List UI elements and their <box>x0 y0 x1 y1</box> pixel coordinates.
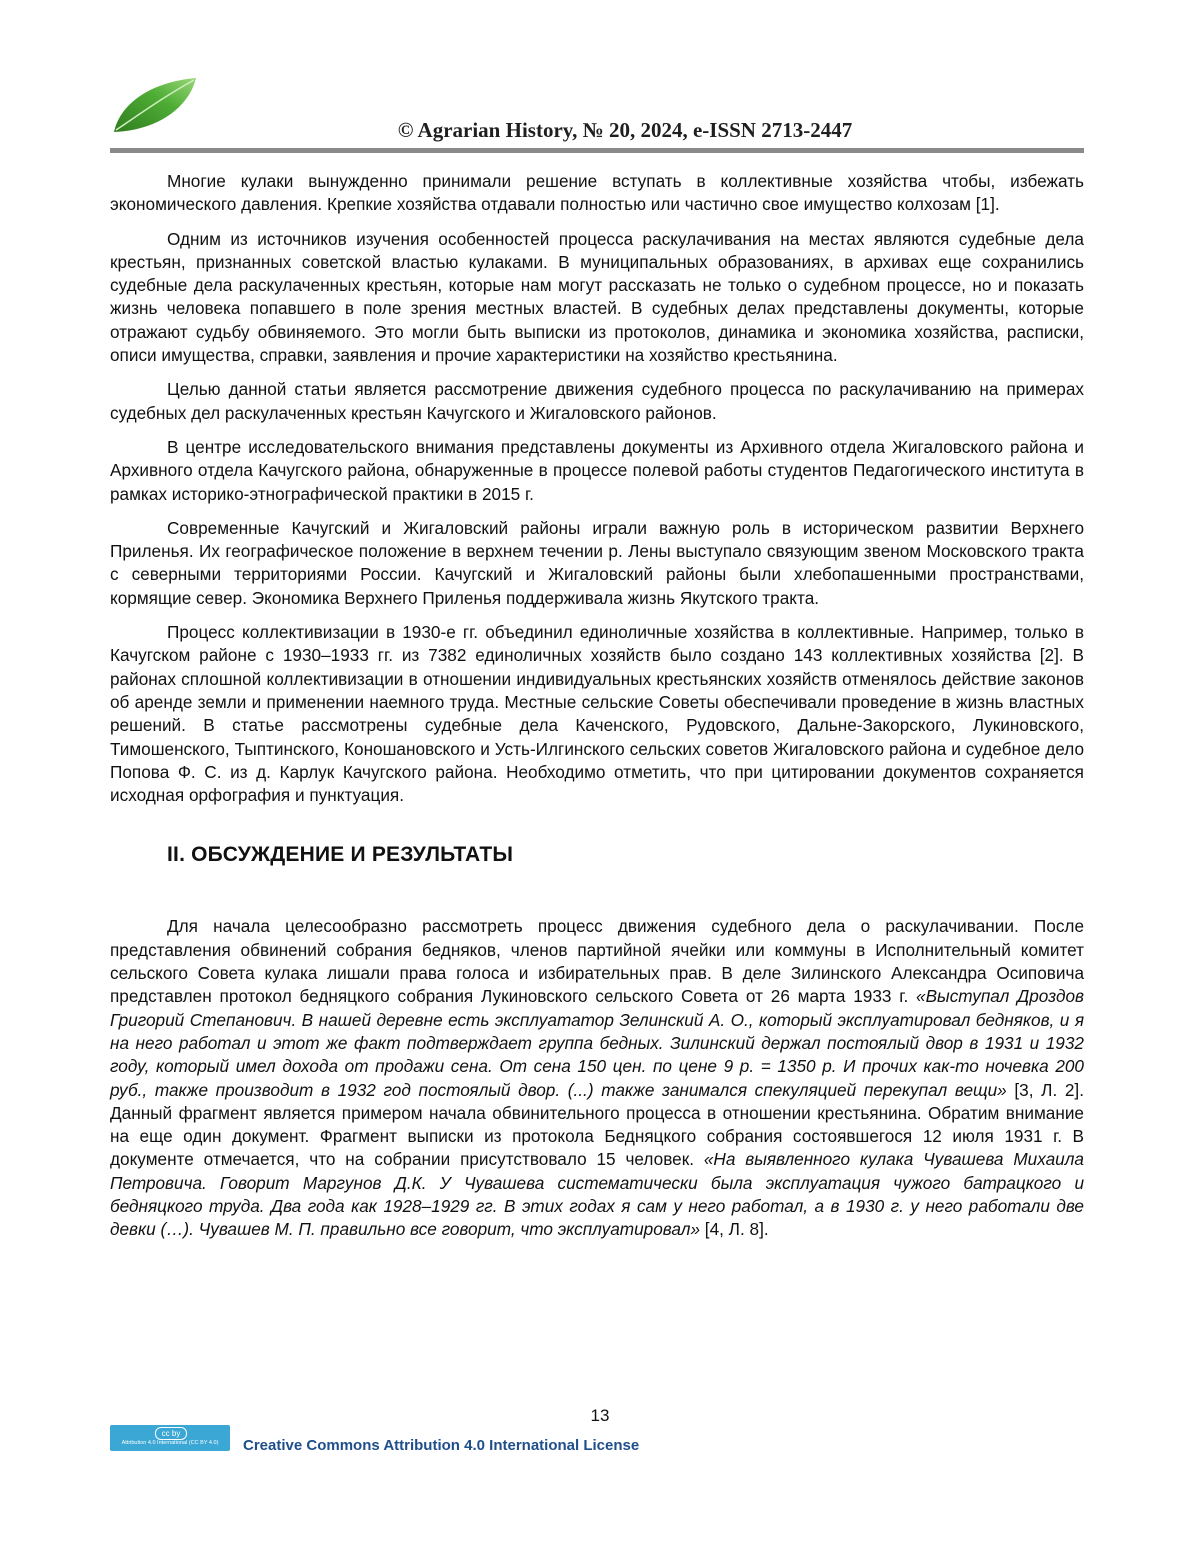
paragraph-1: Многие кулаки вынужденно принимали решение вступать в коллективные хозяйства чтобы, избежать экономического давления. Крепкие хозяйства отдавали полностью или частично свое имущество колхозам [1]. <box>110 171 1084 215</box>
leaf-logo-icon <box>110 74 198 136</box>
paragraph-7-text-3: [4, Л. 8]. <box>700 1219 769 1240</box>
paragraph-7-text-2: [3, Л. 2]. Данный фрагмент является примером начала обвинительного процесса в отношении крестьянина. Обратим внимание на еще один документ. Фрагмент выписки из протокола Бедняцкого собрания состоявшегося 12 июля 1931 г. В документе отмечается, что на собрании присутствовало 15 человек. <box>110 1079 1084 1170</box>
paragraph-3: Целью данной статьи является рассмотрение движения судебного процесса по раскулачиванию на примерах судебных дел раскулаченных крестьян Качугского и Жигаловского районов. <box>110 379 1084 423</box>
paragraph-2: Одним из источников изучения особенностей процесса раскулачивания на местах являются судебные дела крестьян, признанных советской властью кулаками. В муниципальных образованиях, в архивах еще сохранились судебные дела раскулаченных крестьян, которые нам могут рассказать не только о судебном процессе, но и показать жизнь человека попавшего в поле зрения местных властей. В судебных делах представлены документы, которые отражают судьбу обвиняемого. Это могли быть выписки из протоколов, динамика и экономика хозяйства, расписки, описи имущества, справки, заявления и прочие характеристики на хозяйство крестьянина. <box>110 228 1084 366</box>
section-heading: II. ОБСУЖДЕНИЕ И РЕЗУЛЬТАТЫ <box>167 843 514 867</box>
journal-header: © Agrarian History, № 20, 2024, e-ISSN 2713-2447 <box>397 118 853 142</box>
quote-margunov: «На выявленного кулака Чувашева Михаила Петровича. Говорит Маргунов Д.К. У Чувашева систематически была эксплуатация чужого батрацкого и бедняцкого труда. Два года как 1928–1929 гг. В этих годах я сам у него работал, а в 1930 г. у него работали две девки (…). Чувашев М. П. правильно все говорит, что эксплуатировал» <box>110 1149 1084 1240</box>
page-number: 13 <box>590 1406 610 1425</box>
cc-logo-icon: cc by <box>155 1427 187 1440</box>
cc-badge-text: Attribution 4.0 International (CC BY 4.0) <box>121 1440 219 1446</box>
cc-license-badge[interactable] <box>110 1425 230 1451</box>
paragraph-5: Современные Качугский и Жигаловский районы играли важную роль в историческом развитии Верхнего Приленья. Их географическое положение в верхнем течении р. Лены выступало связующим звеном Московского тракта с северными территориями России. Качугский и Жигаловский районы были хлебопашенными пространствами, кормящие север. Экономика Верхнего Приленья поддерживала жизнь Якутского тракта. <box>110 517 1084 608</box>
quote-drozdov: «Выступал Дроздов Григорий Степанович. В нашей деревне есть эксплуататор Зелинский А. О., который эксплуатировал бедняков, и я на него работал и этот же факт подтверждает группа бедных. Зилинский держал постоялый двор в 1931 и 1932 году, который имел дохода от продажи сена. От сена 150 цен. по цене 9 р. = 1350 р. И прочих как-то ночевка 200 руб., также производит в 1932 год постоялый двор. (...) также занимался спекуляцией перекупал вещи» <box>110 986 1084 1100</box>
paragraph-7 <box>110 915 1084 1241</box>
paragraph-4: В центре исследовательского внимания представлены документы из Архивного отдела Жигаловского района и Архивного отдела Качугского района, обнаруженные в процессе полевой работы студентов Педагогического института в рамках историко-этнографической практики в 2015 г. <box>110 436 1084 504</box>
paragraph-6: Процесс коллективизации в 1930-е гг. объединил единоличные хозяйства в коллективные. Например, только в Качугском районе с 1930–1933 гг. из 7382 единоличных хозяйств было создано 143 коллективных хозяйства [2]. В районах сплошной коллективизации в отношении индивидуальных крестьянских хозяйств отменялось действие законов об аренде земли и применении наемного труда. Местные сельские Советы обеспечивали проведение в жизнь властных решений. В статье рассмотрены судебные дела Каченского, Рудовского, Дальне-Закорского, Лукиновского, Тимошенского, Тыптинского, Коношановского и Усть-Илгинского сельских советов Жигаловского района и судебное дело Попова Ф. С. из д. Карлук Качугского района. Необходимо отметить, что при цитировании документов сохраняется исходная орфография и пунктуация. <box>110 622 1084 806</box>
paragraph-7-text-1: Для начала целесообразно рассмотреть процесс движения судебного дела о раскулачивании. После представления обвинений собрания бедняков, членов партийной ячейки или коммуны в Исполнительный комитет сельского Совета кулака лишали права голоса и избирательных прав. В деле Зилинского Александра Осиповича представлен протокол бедняцкого собрания Лукиновского сельского Совета от 26 марта 1933 г. <box>110 916 1084 1007</box>
license-link[interactable]: Creative Commons Attribution 4.0 International License <box>243 1437 640 1454</box>
article-body <box>110 170 1084 1253</box>
header-divider <box>110 148 1084 153</box>
